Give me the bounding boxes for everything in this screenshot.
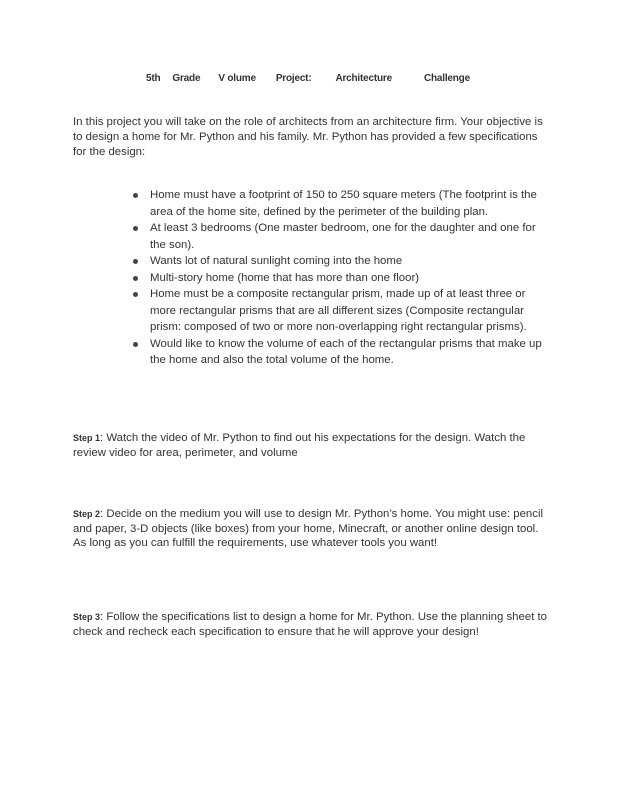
title-volume: V olume <box>218 73 256 84</box>
specification-text: Would like to know the volume of each of the rectangular prisms that make up the home and also the total volume of the home. <box>150 337 542 366</box>
step-3-text: : Follow the specifications list to design a home for Mr. Python. Use the planning sheet to check and recheck each specification to ensure that he will approve your design! <box>73 611 548 638</box>
bullet-icon <box>133 342 138 347</box>
bullet-icon <box>133 292 138 297</box>
title-challenge: Challenge <box>423 73 470 84</box>
step-2-text: : Decide on the medium you will use to design Mr. Python’s home. You might use: pencil and paper, 3-D objects (like boxes) from your home, Minecraft, or another online design tool. As long as you can fulfill the requirements, use whatever tools you want! <box>73 508 544 550</box>
list-item <box>132 286 546 336</box>
bullet-icon <box>133 259 138 264</box>
specification-text: At least 3 bedrooms (One master bedroom, one for the daughter and one for the son). <box>150 222 536 251</box>
step-1-text: : Watch the video of Mr. Python to find out his expectations for the design. Watch the review video for area, perimeter, and volume <box>73 432 526 459</box>
step-3-label: Step 3 <box>73 612 101 622</box>
step-1-paragraph <box>73 431 548 460</box>
specification-text: Home must have a footprint of 150 to 250 square meters (The footprint is the area of the home site, defined by the perimeter of the building plan. <box>150 189 537 218</box>
title-grade-number: 5th <box>146 73 161 84</box>
title-grade-word: Grade <box>172 73 201 84</box>
step-2-paragraph <box>73 507 548 551</box>
specification-text: Home must be a composite rectangular prism, made up of at least three or more rectangular prisms that are all different sizes (Composite rectangular prism: composed of two or more non-overlapping right rectangular prisms). <box>150 288 527 333</box>
step-1-label: Step 1 <box>73 433 101 443</box>
specification-text: Multi-story home (home that has more than one floor) <box>150 271 420 284</box>
title-architecture: Architecture <box>335 73 392 84</box>
bullet-icon <box>133 276 138 281</box>
title-project: Project: <box>275 73 312 84</box>
step-2-label: Step 2 <box>73 509 101 519</box>
bullet-icon <box>133 226 138 231</box>
list-item <box>132 270 546 287</box>
intro-paragraph: In this project you will take on the role of architects from an architecture firm. Your objective is to design a home for Mr. Python and his family. Mr. Python has provided a few specifications for the design: <box>73 116 543 158</box>
step-3-paragraph <box>73 610 548 639</box>
bullet-icon <box>133 193 138 198</box>
list-item <box>132 220 546 253</box>
list-item <box>132 336 546 369</box>
specifications-list <box>132 187 546 369</box>
list-item <box>132 253 546 270</box>
list-item <box>132 187 546 220</box>
document-title <box>146 73 470 84</box>
specification-text: Wants lot of natural sunlight coming into the home <box>150 255 403 267</box>
